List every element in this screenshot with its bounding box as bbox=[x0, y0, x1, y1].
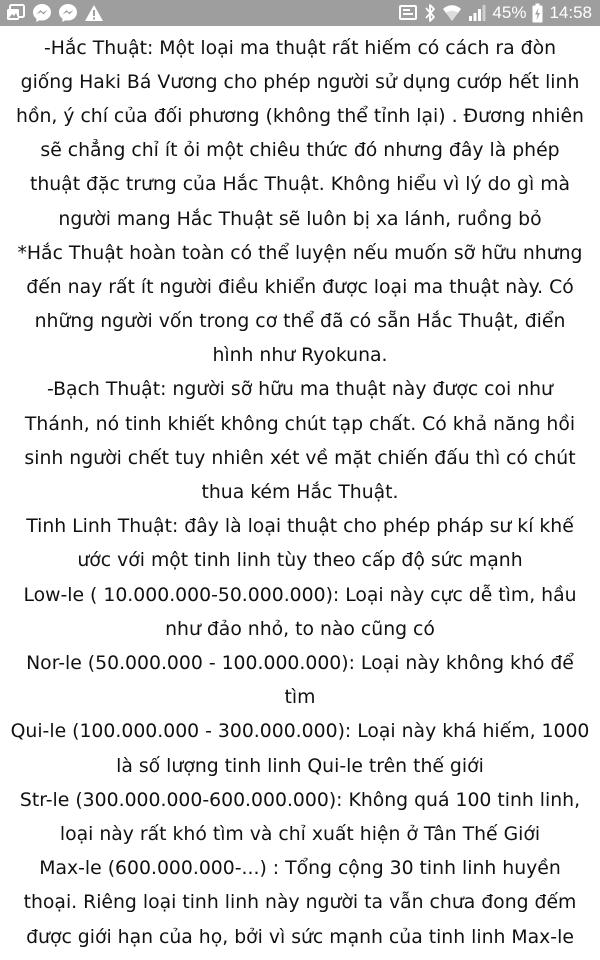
cast-icon bbox=[398, 3, 418, 23]
article-line: như đảo nhỏ, to nào cũng có bbox=[165, 619, 435, 640]
article-line: Max-le (600.000.000-...) : Tổng cộng 30 tinh linh huyền bbox=[39, 858, 561, 879]
battery-percent: 45% bbox=[492, 3, 527, 22]
article-line: *Hắc Thuật hoàn toàn có thể luyện nếu muốn sỡ hữu nhưng bbox=[17, 243, 583, 264]
article-line: thuật đặc trưng của Hắc Thuật. Không hiểu vì lý do gì mà bbox=[29, 174, 571, 195]
status-bar bbox=[0, 0, 600, 26]
article-line: -Hắc Thuật: Một loại ma thuật rất hiếm có cách ra đòn bbox=[43, 38, 557, 59]
messenger-icon bbox=[32, 3, 52, 23]
article-line: Thánh, nó tinh khiết không chút tạp chất. Có khả năng hồi bbox=[24, 414, 576, 435]
battery-charging-icon bbox=[532, 3, 543, 23]
article-line: hồn, ý chí của đối phương (không thể tỉnh lại) . Đương nhiên bbox=[16, 106, 584, 127]
article-line: giống Haki Bá Vương cho phép người sử dụng cướp hết linh bbox=[20, 72, 580, 93]
article-line: loại này rất khó tìm và chỉ xuất hiện ở Tân Thế Giới bbox=[59, 824, 541, 845]
article-line: Low-le ( 10.000.000-50.000.000): Loại này cực dễ tìm, hầu bbox=[23, 585, 577, 606]
article-line: đến nay rất ít người điều khiển được loại ma thuật này. Có bbox=[26, 277, 574, 298]
system-indicators bbox=[398, 0, 592, 26]
article-line: được giới hạn của họ, bởi vì sức mạnh của tinh linh Max-le bbox=[26, 927, 574, 948]
article-line: sẽ chẳng chỉ ít ỏi một chiêu thức đó nhưng đây là phép bbox=[40, 140, 560, 161]
article-line: Tinh Linh Thuật: đây là loại thuật cho phép pháp sư kí khế bbox=[26, 516, 574, 537]
image-notification-icon bbox=[6, 3, 26, 23]
article-line: là số lượng tinh linh Qui-le trên thế giới bbox=[116, 756, 484, 777]
article-line: thua kém Hắc Thuật. bbox=[201, 482, 399, 503]
clock: 14:58 bbox=[549, 3, 592, 22]
article-line: hình như Ryokuna. bbox=[212, 345, 388, 366]
article-line: Nor-le (50.000.000 - 100.000.000): Loại này không khó để bbox=[26, 653, 574, 674]
signal-icon bbox=[468, 3, 486, 23]
article-line: ước với một tinh linh tùy theo cấp độ sức mạnh bbox=[77, 550, 523, 571]
article-line: những người vốn trong cơ thể đã có sẵn Hắc Thuật, điển bbox=[34, 311, 566, 332]
article-line: Qui-le (100.000.000 - 300.000.000): Loại này khá hiếm, 1000 bbox=[10, 721, 590, 742]
article-line: người mang Hắc Thuật sẽ luôn bị xa lánh, ruồng bỏ bbox=[58, 209, 542, 230]
article-line: tìm bbox=[284, 687, 316, 708]
notification-icons bbox=[6, 0, 104, 26]
messenger-icon bbox=[58, 3, 78, 23]
article-line: Str-le (300.000.000-600.000.000): Không quá 100 tinh linh, bbox=[19, 790, 581, 811]
article-line: -Bạch Thuật: người sỡ hữu ma thuật này được coi như bbox=[47, 379, 553, 400]
warning-icon bbox=[84, 3, 104, 23]
wifi-icon bbox=[442, 3, 462, 23]
article-line: sinh người chết tuy nhiên xét về mặt chiến đấu thì có chút bbox=[24, 448, 576, 469]
article-line: thoại. Riêng loại tinh linh này người ta vẫn chưa đong đếm bbox=[23, 892, 577, 913]
bluetooth-icon bbox=[424, 3, 436, 23]
article-content[interactable] bbox=[0, 26, 600, 960]
